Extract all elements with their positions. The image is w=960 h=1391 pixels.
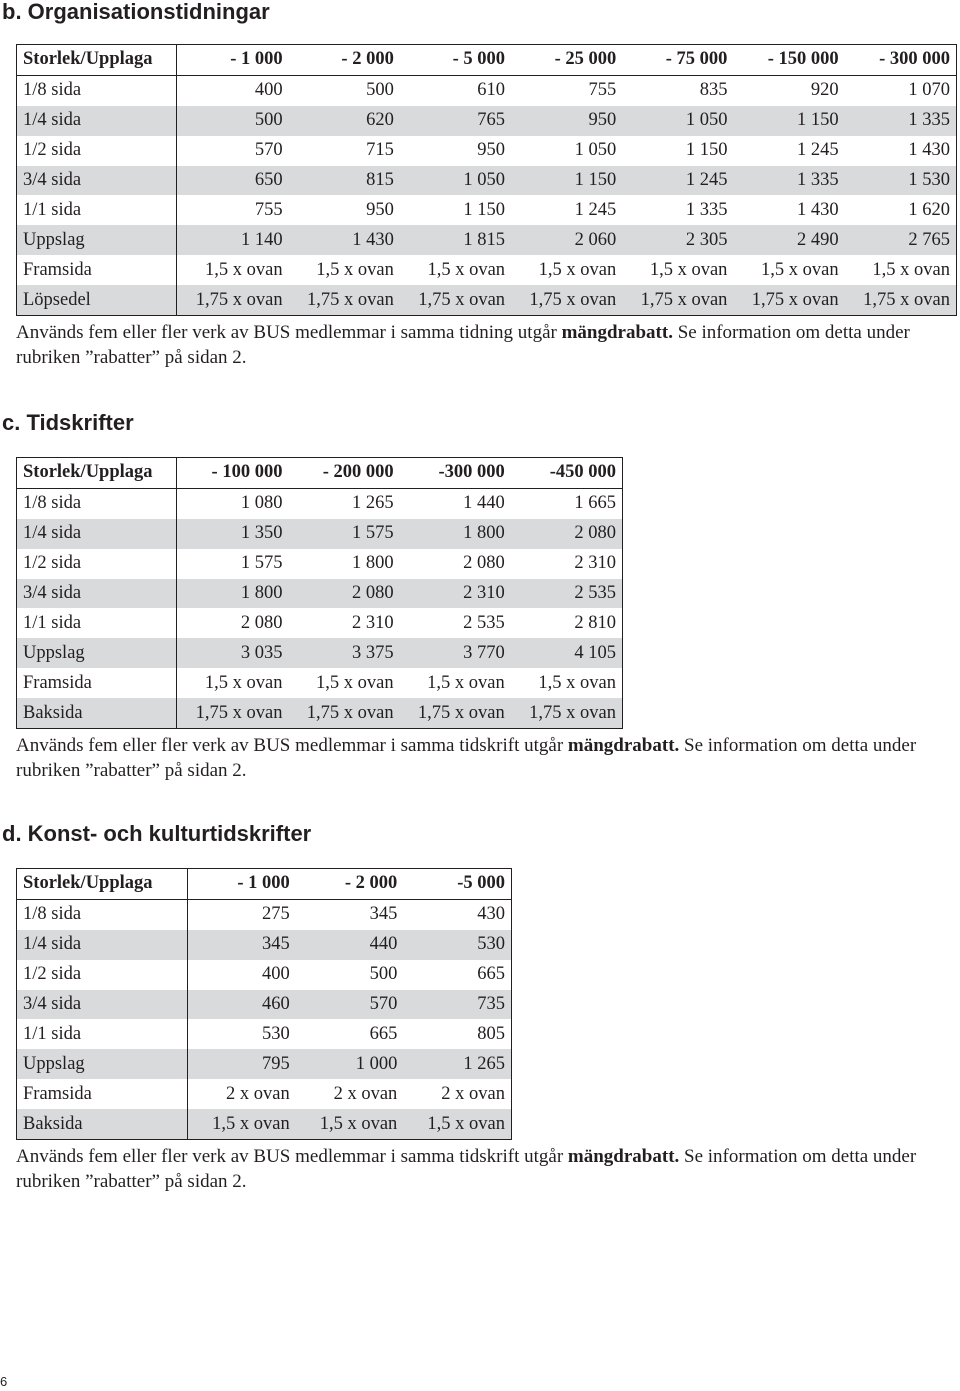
price-cell: 2 765 <box>908 229 950 250</box>
note-text-after: Se information om detta under rubriken ”rabatter” på sidan 2. <box>16 735 917 782</box>
price-cell: 735 <box>477 994 505 1014</box>
price-cell: 570 <box>369 994 398 1014</box>
price-cell: 1 265 <box>351 493 394 514</box>
row-label: Uppslag <box>17 638 177 668</box>
row-label: Löpsedel <box>17 285 177 315</box>
row-label: 1/1 sida <box>17 608 177 638</box>
row-label: 1/4 sida <box>17 106 177 136</box>
row-label: 1/1 sida <box>17 195 177 225</box>
price-cell: 1,5 x ovan <box>204 672 283 693</box>
price-cell: 1 530 <box>908 170 950 190</box>
price-cell: 1 265 <box>463 1053 505 1074</box>
note-bold: mängdrabatt. <box>561 322 673 344</box>
price-cell: 1 070 <box>908 80 950 101</box>
table-row <box>17 1079 512 1109</box>
row-label: 1/1 sida <box>17 1019 188 1049</box>
price-cell: 1,5 x ovan <box>316 259 394 280</box>
price-cell: 1,75 x ovan <box>640 289 728 310</box>
price-cell: 1 665 <box>574 493 616 514</box>
row-label: 3/4 sida <box>17 166 177 196</box>
price-cell: 1,75 x ovan <box>529 702 616 723</box>
row-label: 1/4 sida <box>17 519 177 549</box>
price-cell: 2 x ovan <box>441 1083 505 1104</box>
price-cell: 1,5 x ovan <box>538 259 617 280</box>
column-header-size: Storlek/Upplaga <box>17 869 188 900</box>
table-row <box>17 166 957 196</box>
row-label: Framsida <box>17 255 177 285</box>
price-cell: 1,75 x ovan <box>417 702 505 723</box>
column-header-circulation: - 200 000 <box>322 462 394 483</box>
note-bold: mängdrabatt. <box>567 735 680 757</box>
price-cell: 665 <box>369 1023 398 1044</box>
price-cell: 1 575 <box>351 523 394 544</box>
price-cell: 2 080 <box>240 612 283 633</box>
price-cell: 795 <box>262 1053 290 1074</box>
column-header-circulation: -450 000 <box>549 462 616 483</box>
row-label: Framsida <box>17 668 177 698</box>
price-cell: 2 080 <box>463 553 505 574</box>
table-row <box>17 668 623 698</box>
price-cell: 1 800 <box>351 553 394 574</box>
price-cell: 430 <box>477 904 505 925</box>
section-title: c. Tidskrifter <box>2 410 134 435</box>
price-cell: 1 245 <box>685 170 728 190</box>
discount-note <box>16 733 936 783</box>
price-cell: 1 800 <box>463 523 505 544</box>
price-cell: 1 575 <box>240 553 283 574</box>
column-header-circulation: - 75 000 <box>665 49 728 70</box>
page-number: 6 <box>0 1374 8 1389</box>
price-cell: 950 <box>477 140 506 161</box>
price-cell: 2 535 <box>463 612 505 633</box>
price-cell: 1,75 x ovan <box>863 289 950 310</box>
price-cell: 460 <box>262 994 290 1014</box>
section-konst-och-kulturtidskrifter <box>2 821 936 1194</box>
price-cell: 400 <box>262 964 290 985</box>
note-text-after: Se information om detta under rubriken ”rabatter” på sidan 2. <box>16 1146 917 1193</box>
table-row <box>17 990 512 1020</box>
price-cell: 440 <box>369 934 398 955</box>
price-cell: 1,75 x ovan <box>195 702 283 723</box>
row-label: Uppslag <box>17 1049 188 1079</box>
table-row <box>17 579 623 609</box>
discount-note <box>16 320 936 370</box>
column-header-circulation: - 150 000 <box>767 49 839 70</box>
column-header-circulation: - 25 000 <box>554 49 617 70</box>
price-cell: 755 <box>254 199 283 220</box>
price-cell: 755 <box>588 80 617 101</box>
price-cell: 1 245 <box>797 140 839 161</box>
table-header-row <box>17 45 957 76</box>
price-table <box>16 457 623 729</box>
price-cell: 3 035 <box>240 642 283 663</box>
price-cell: 1,75 x ovan <box>195 289 283 310</box>
price-cell: 1 245 <box>574 199 617 220</box>
table-row <box>17 698 623 728</box>
price-cell: 1,5 x ovan <box>872 259 950 280</box>
price-cell: 1,5 x ovan <box>205 259 283 280</box>
price-cell: 650 <box>254 170 283 190</box>
price-cell: 950 <box>366 199 394 220</box>
price-cell: 530 <box>477 934 505 955</box>
row-label: 1/8 sida <box>17 488 177 518</box>
discount-note <box>16 1144 936 1194</box>
table-row <box>17 899 512 929</box>
note-text: Används fem eller fler verk av BUS medlemmar i samma tidskrift utgår <box>16 735 568 757</box>
row-label: Uppslag <box>17 225 177 255</box>
table-row <box>17 1019 512 1049</box>
price-cell: 715 <box>366 140 394 161</box>
price-cell: 1 815 <box>463 229 506 250</box>
price-cell: 620 <box>366 110 394 131</box>
price-cell: 1,5 x ovan <box>427 672 505 693</box>
price-cell: 530 <box>262 1023 290 1044</box>
price-cell: 1,75 x ovan <box>418 289 506 310</box>
table-row <box>17 608 623 638</box>
table-row <box>17 1109 512 1139</box>
row-label: 3/4 sida <box>17 579 177 609</box>
row-label: 1/8 sida <box>17 75 177 105</box>
price-cell: 1 080 <box>240 493 283 514</box>
row-label: 1/4 sida <box>17 930 188 960</box>
column-header-size: Storlek/Upplaga <box>17 458 177 489</box>
column-header-circulation: - 2 000 <box>344 873 398 894</box>
price-cell: 1,5 x ovan <box>319 1113 398 1134</box>
price-cell: 570 <box>254 140 283 161</box>
price-cell: 2 310 <box>351 612 394 633</box>
price-cell: 3 770 <box>463 642 505 663</box>
price-cell: 1 335 <box>685 199 728 220</box>
price-cell: 1 050 <box>574 140 617 161</box>
price-cell: 1 620 <box>908 199 950 220</box>
price-cell: 950 <box>588 110 617 131</box>
row-label: 3/4 sida <box>17 990 188 1020</box>
price-cell: 1 440 <box>463 493 505 514</box>
price-cell: 1,5 x ovan <box>316 672 394 693</box>
table-row <box>17 106 957 136</box>
table-header-row <box>17 458 623 489</box>
price-cell: 1 150 <box>797 110 839 131</box>
price-cell: 500 <box>254 110 283 131</box>
price-cell: 1,5 x ovan <box>212 1113 290 1134</box>
price-cell: 1,75 x ovan <box>306 289 394 310</box>
table-row <box>17 960 512 990</box>
price-cell: 1,5 x ovan <box>427 1113 505 1134</box>
price-cell: 2 060 <box>574 229 617 250</box>
price-cell: 1 800 <box>240 583 283 603</box>
table-row <box>17 195 957 225</box>
price-cell: 1 335 <box>908 110 950 131</box>
price-cell: 2 080 <box>574 523 616 544</box>
table-row <box>17 930 512 960</box>
table-row <box>17 638 623 668</box>
price-cell: 1,5 x ovan <box>538 672 616 693</box>
row-label: 1/2 sida <box>17 960 188 990</box>
price-cell: 1,5 x ovan <box>427 259 506 280</box>
column-header-circulation: - 1 000 <box>237 873 290 894</box>
price-cell: 1 000 <box>355 1053 398 1074</box>
table-row <box>17 549 623 579</box>
price-cell: 1,75 x ovan <box>751 289 839 310</box>
table-row <box>17 285 957 315</box>
price-cell: 275 <box>262 904 290 925</box>
price-table <box>16 44 957 316</box>
price-cell: 1,75 x ovan <box>306 702 394 723</box>
section-tidskrifter <box>2 410 936 783</box>
price-cell: 1,75 x ovan <box>529 289 617 310</box>
row-label: Baksida <box>17 698 177 728</box>
price-cell: 1 150 <box>685 140 728 161</box>
price-cell: 805 <box>477 1023 505 1044</box>
table-row <box>17 255 957 285</box>
row-label: Framsida <box>17 1079 188 1109</box>
price-cell: 2 x ovan <box>333 1083 398 1104</box>
table-row <box>17 488 623 518</box>
section-title: d. Konst- och kulturtidskrifter <box>2 821 312 846</box>
price-cell: 1,5 x ovan <box>761 259 839 280</box>
price-cell: 610 <box>477 80 506 101</box>
table-row <box>17 75 957 105</box>
price-cell: 2 490 <box>797 229 839 250</box>
price-cell: 1 350 <box>240 523 283 544</box>
table-row <box>17 136 957 166</box>
price-cell: 1 140 <box>241 229 283 250</box>
price-cell: 2 810 <box>574 612 616 633</box>
price-cell: 2 310 <box>574 553 616 574</box>
row-label: 1/2 sida <box>17 549 177 579</box>
note-bold: mängdrabatt. <box>567 1146 680 1168</box>
column-header-size: Storlek/Upplaga <box>17 45 177 76</box>
price-cell: 345 <box>369 904 398 925</box>
column-header-circulation: - 1 000 <box>230 49 283 70</box>
column-header-circulation: - 5 000 <box>452 49 506 70</box>
price-cell: 1 430 <box>352 229 394 250</box>
price-cell: 400 <box>254 80 283 101</box>
column-header-circulation: -300 000 <box>438 462 505 483</box>
note-text: Används fem eller fler verk av BUS medlemmar i samma tidskrift utgår <box>16 1146 568 1168</box>
section-title: b. Organisationstidningar <box>2 0 270 24</box>
price-cell: 665 <box>477 964 505 985</box>
row-label: 1/2 sida <box>17 136 177 166</box>
price-cell: 1,5 x ovan <box>649 259 728 280</box>
price-cell: 4 105 <box>574 642 616 663</box>
price-cell: 2 080 <box>351 583 394 603</box>
column-header-circulation: -5 000 <box>457 873 505 894</box>
price-cell: 920 <box>810 80 839 101</box>
price-cell: 1 150 <box>574 170 617 190</box>
row-label: 1/8 sida <box>17 899 188 929</box>
column-header-circulation: - 2 000 <box>341 49 394 70</box>
price-cell: 345 <box>262 934 290 955</box>
note-text: Används fem eller fler verk av BUS medlemmar i samma tidning utgår <box>16 322 562 344</box>
price-cell: 500 <box>366 80 394 101</box>
price-cell: 815 <box>366 170 394 190</box>
price-cell: 2 535 <box>574 583 616 603</box>
note-text-after: Se information om detta under rubriken ”rabatter” på sidan 2. <box>16 322 910 369</box>
price-cell: 2 305 <box>685 229 728 250</box>
price-cell: 500 <box>369 964 398 985</box>
price-cell: 835 <box>699 80 728 101</box>
table-header-row <box>17 869 512 900</box>
price-cell: 1 050 <box>463 170 506 190</box>
price-cell: 765 <box>477 110 506 131</box>
price-cell: 2 x ovan <box>226 1083 290 1104</box>
table-row <box>17 1049 512 1079</box>
price-cell: 1 430 <box>908 140 950 161</box>
section-organisationstidningar <box>2 0 957 370</box>
table-row <box>17 225 957 255</box>
price-cell: 1 150 <box>463 199 506 220</box>
price-table <box>16 868 512 1140</box>
price-cell: 1 335 <box>797 170 839 190</box>
row-label: Baksida <box>17 1109 188 1139</box>
price-cell: 1 430 <box>797 199 839 220</box>
column-header-circulation: - 100 000 <box>211 462 283 483</box>
price-cell: 3 375 <box>351 642 394 663</box>
table-row <box>17 519 623 549</box>
price-cell: 1 050 <box>685 110 728 131</box>
column-header-circulation: - 300 000 <box>879 49 950 70</box>
price-cell: 2 310 <box>463 583 505 603</box>
